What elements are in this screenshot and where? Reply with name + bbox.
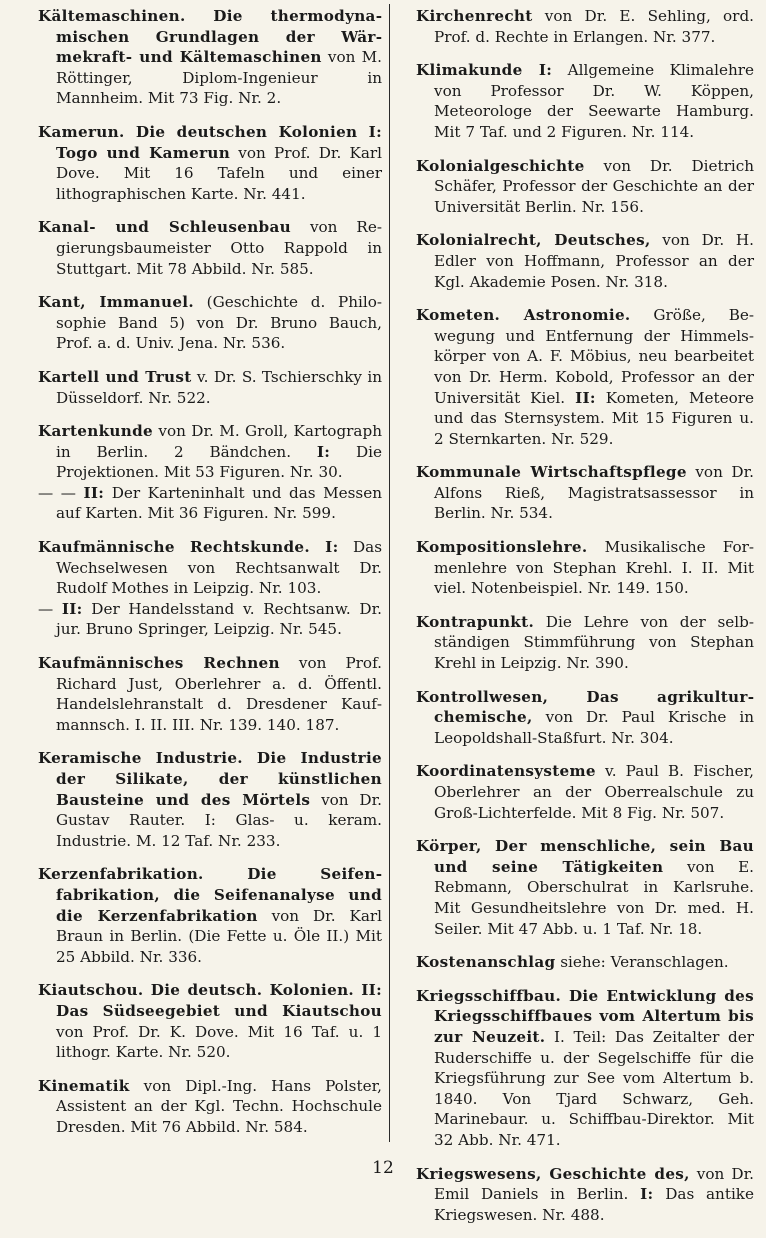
index-entry-kompositionslehre [398,537,754,599]
entry-text: von Dr. Dietrich Schäfer, Professor der Geschichte an der Universität Berlin. Nr. 156. [434,156,754,216]
entry-paragraph [416,156,754,218]
entry-text: von Dr. Gustav Rauter. I: Glas- u. keram. Industrie. M. 12 Taf. Nr. 233. [56,790,382,850]
entry-text: v. Paul B. Fischer, Oberlehrer an der Oberrealschule zu Groß-Lichterfelde. Mit 8 Fig. Nr. 507. [434,762,754,822]
entry-text: Der Handelsstand v. Rechtsanw. Dr. jur. Bruno Springer, Leipzig. Nr. 545. [56,599,382,639]
entry-text: Das Wechselwesen von Rechtsanwalt Dr. Rudolf Mothes in Leipzig. Nr. 103. [56,538,383,598]
entry-paragraph [38,980,382,1062]
index-entry-koordinatensysteme [398,761,754,823]
index-entry-kerzenfabrikation [20,864,382,967]
entry-paragraph [38,367,382,408]
entry-text: von Dr. Karl Braun in Berlin. (Die Fette u. Öle II.) Mit 25 Abbild. Nr. 336. [56,906,382,966]
entry-text: Der Karteninhalt und das Messen auf Karten. Mit 36 Figuren. Nr. 599. [56,483,382,523]
entry-heading: Kometen. Astronomie. [416,306,631,325]
entry-text: von M. Röttinger, Diplom-Ingenieur in Mannheim. Mit 73 Fig. Nr. 2. [56,48,382,108]
entry-heading: Kerzenfabrikation. Die Seifenfabrikation, die Seifenanalyse und die Kerzenfabrikation [38,865,382,925]
index-entry-kontrollwesen [398,687,754,749]
entry-heading: Kaufmännisches Rechnen [38,654,280,673]
entry-subentry [38,599,382,640]
index-entry-keramische-industrie [20,748,382,851]
entry-heading: Kamerun. Die deutschen Kolonien I: Togo und Kamerun [38,122,382,162]
entry-text: (Geschichte d. Philosophie Band 5) von Dr. Bruno Bauch, Prof. a. d. Univ. Jena. Nr. 536. [56,293,382,353]
right-column [398,6,754,1238]
entry-heading: Kältemaschinen. Die thermodynamischen Grundlagen der Wärmekraft- und Kältemaschinen [38,7,382,67]
entry-text: von Prof. Richard Just, Oberlehrer a. d. Öffentl. Handelslehranstalt d. Dresdener Kaufmannsch. I. II. III. Nr. 139. 140. 187. [56,654,382,734]
entry-heading: Kontrapunkt. [416,612,535,631]
index-entry-kolonialgeschichte [398,156,754,218]
entry-paragraph [416,952,754,973]
entry-text: von Dr. Emil Daniels in Berlin. [434,1164,754,1204]
entry-text: von Prof. Dr. Karl Dove. Mit 16 Tafeln und einer lithographischen Karte. Nr. 441. [56,143,382,203]
entry-paragraph [416,687,754,749]
entry-heading: Kaufmännische Rechtskunde. I: [38,538,339,557]
entry-paragraph [38,653,382,735]
entry-heading: Kolonialgeschichte [416,156,585,175]
entry-heading: Kontrollwesen, Das agrikulturchemische, [416,687,754,727]
entry-text: von Dipl.-Ing. Hans Polster, Assistent an der Kgl. Techn. Hochschule Dresden. Mit 76 Abbild. Nr. 584. [56,1076,382,1136]
index-entry-koerper [398,836,754,939]
entry-text: Das antike Kriegswesen. Nr. 488. [434,1185,754,1224]
entry-heading: Kriegsschiffbau. Die Entwicklung des Kriegsschiffbaues vom Altertum bis zur Neuzeit. [416,986,754,1046]
index-entry-kinematik [20,1076,382,1138]
entry-paragraph [416,537,754,599]
entry-paragraph [38,864,382,967]
entry-paragraph [416,986,754,1151]
entry-subentry [38,483,382,524]
entry-heading: Koordinatensysteme [416,762,596,781]
index-entry-kanalbau [20,217,382,279]
entry-paragraph [38,292,382,354]
index-entry-kirchenrecht [398,6,754,47]
entry-paragraph [416,305,754,449]
entry-heading: Kompositionslehre. [416,538,588,557]
index-entry-kontrapunkt [398,612,754,674]
entry-text: Kometen, Meteore und das Sternsystem. Mit 15 Figuren u. 2 Sternkarten. Nr. 529. [434,388,754,448]
entry-heading: Kriegswesens, Geschichte des, [416,1164,690,1183]
index-entry-kolonialrecht [398,230,754,292]
entry-paragraph [38,748,382,851]
entry-text: von Dr. E. Sehling, ord. Prof. d. Rechte in Erlangen. Nr. 377. [434,7,754,46]
entry-heading: Körper, Der menschliche, sein Bau und seine Tätigkeiten [416,837,754,876]
index-entry-kant [20,292,382,354]
index-entry-klimakunde [398,60,754,142]
index-entry-kiautschou [20,980,382,1062]
index-entry-kometen [398,305,754,449]
entry-text: Musikalische Formenlehre von Stephan Krehl. I. II. Mit viel. Notenbeispiel. Nr. 149. 150. [434,538,754,598]
index-entry-kriegsschiffbau [398,986,754,1151]
entry-heading: Kanal- und Schleusenbau [38,218,291,237]
page-number: 12 [372,1158,394,1178]
entry-heading: Kommunale Wirtschaftspflege [416,463,687,482]
entry-text: von E. Rebmann, Oberschulrat in Karlsruhe. Mit Gesundheitslehre von Dr. med. H. Seiler. Mit 47 Abb. u. 1 Taf. Nr. 18. [434,857,755,938]
index-entry-kartell [20,367,382,408]
entry-paragraph [38,421,382,483]
entry-text: von Prof. Dr. K. Dove. Mit 16 Taf. u. 1 lithogr. Karte. Nr. 520. [56,1022,382,1062]
entry-heading: Kant, Immanuel. [38,293,194,312]
entry-text: von Dr. Paul Krische in Leopoldshall-Staßfurt. Nr. 304. [434,708,754,747]
entry-paragraph [416,761,754,823]
entry-paragraph [38,537,382,599]
entry-paragraph [416,60,754,142]
entry-heading: Kinematik [38,1076,130,1095]
entry-text: von Dr. Alfons Rieß, Magistratsassessor in Berlin. Nr. 534. [434,463,754,523]
entry-text: von Dr. M. Groll, Kartograph in Berlin. 2 Bändchen. [56,422,382,461]
entry-text: v. Dr. S. Tschierschky in Düsseldorf. Nr. 522. [56,367,382,407]
entry-paragraph [416,6,754,47]
entry-paragraph [38,122,382,204]
entry-paragraph [416,462,754,524]
index-entry-kaufm-rechnen [20,653,382,735]
entry-heading: Kartell und Trust [38,367,192,386]
entry-text: Die Lehre von der selbständigen Stimmführung von Stephan Krehl in Leipzig. Nr. 390. [434,612,754,673]
index-entry-kostenanschlag [398,952,754,973]
entry-text: — — [38,483,84,502]
entry-heading: I: [640,1185,654,1204]
entry-text: I. Teil: Das Zeitalter der Ruderschiffe u. der Segelschiffe für die Kriegsführung zur See vom Altertum b. 1840. Von Tjard Schwarz, Geh. Marinebaur. u. Schiffbau-Direktor. Mit 32 Abb. Nr. 471. [434,1027,754,1149]
entry-text: — [38,599,62,618]
index-entry-kommunale-wirtschaftspflege [398,462,754,524]
entry-heading: Kirchenrecht [416,7,533,25]
entry-text: siehe: Veranschlagen. [555,953,729,972]
index-entry-kaufm-rechtskunde [20,537,382,640]
entry-paragraph [38,6,382,109]
entry-heading: I: [316,442,331,461]
entry-heading: Kartenkunde [38,422,153,441]
entry-heading: II: [83,483,105,502]
entry-text: Die Projektionen. Mit 53 Figuren. Nr. 30. [56,442,382,482]
entry-heading: II: [575,388,596,407]
entry-text: von Dr. H. Edler von Hoffmann, Professor an der Kgl. Akademie Posen. Nr. 318. [434,231,754,291]
entry-paragraph [38,217,382,279]
entry-paragraph [416,612,754,674]
index-entry-kaeltemaschinen [20,6,382,109]
entry-heading: Kiautschou. Die deutsch. Kolonien. II: Das Südseegebiet und Kiautschou [38,981,382,1020]
entry-text: Größe, Bewegung und Entfernung der Himmelskörper von A. F. Möbius, neu bearbeitet von Dr. Herm. Kobold, Professor an der Universität Kiel. [434,306,754,407]
entry-heading: II: [61,599,83,618]
entry-text: von Regierungsbaumeister Otto Rappold in Stuttgart. Mit 78 Abbild. Nr. 585. [56,218,382,278]
entry-heading: Klimakunde I: [416,61,553,80]
entry-heading: Kostenanschlag [416,953,556,972]
entry-heading: Keramische Industrie. Die Industrie der Silikate, der künstlichen Bausteine und des Mörtels [38,749,382,809]
left-column [20,6,382,1151]
entry-paragraph [416,836,754,939]
entry-paragraph [416,230,754,292]
entry-heading: Kolonialrecht, Deutsches, [416,231,651,250]
entry-text: Allgemeine Klimalehre von Professor Dr. W. Köppen, Meteorologe der Seewarte Hamburg. Mit 7 Taf. und 2 Figuren. Nr. 114. [434,61,754,141]
index-entry-kartenkunde [20,421,382,524]
index-entry-kamerun [20,122,382,204]
entry-paragraph [38,1076,382,1138]
column-divider [389,4,390,1142]
